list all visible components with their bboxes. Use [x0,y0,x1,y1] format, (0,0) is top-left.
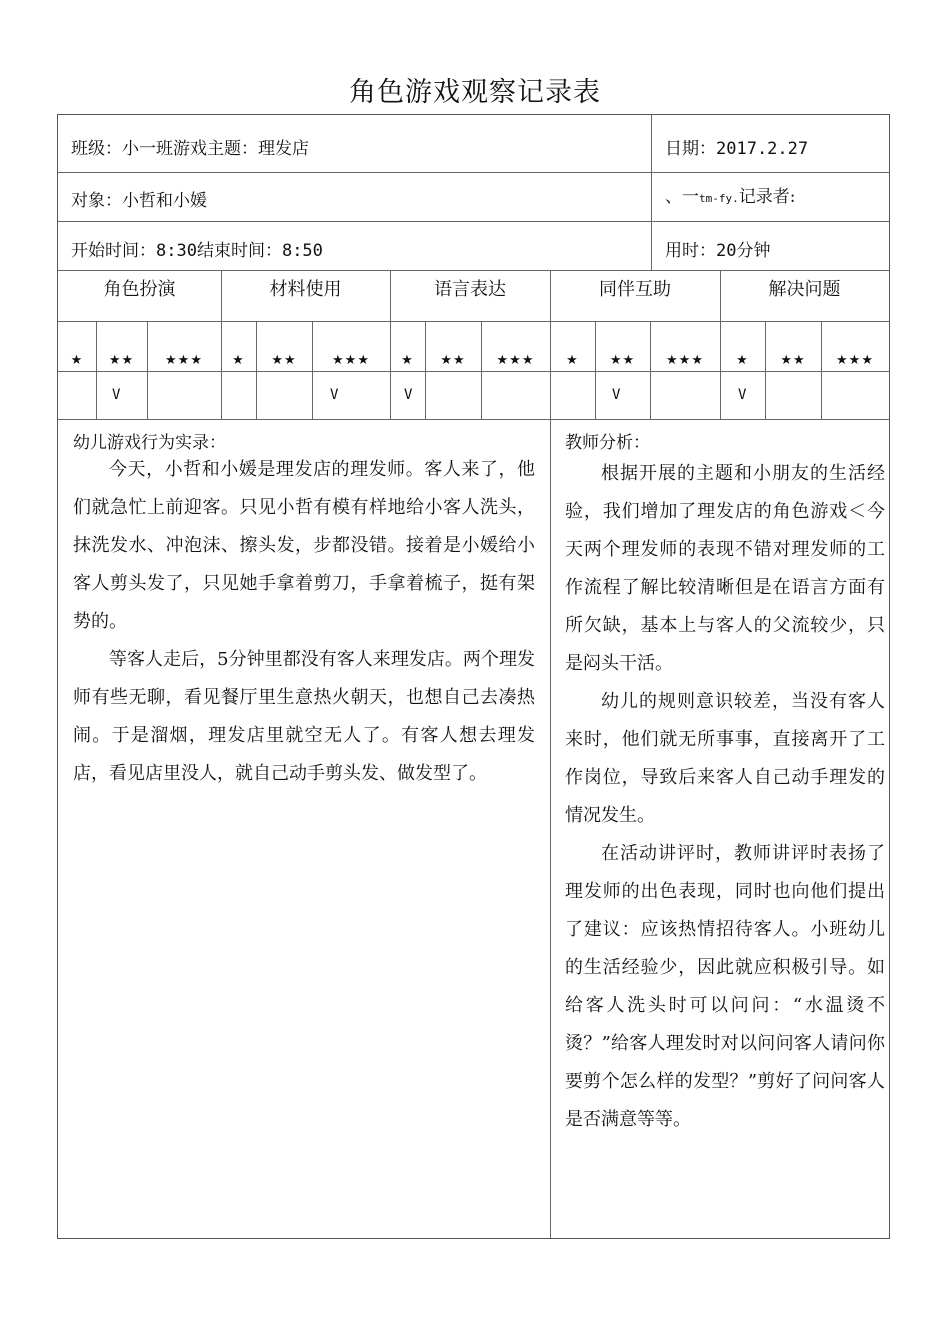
row-divider [58,172,889,173]
star-level-1: ★ [232,353,245,368]
star-level-3: ★★★ [496,353,535,368]
row-divider [58,221,889,222]
column-divider [550,419,551,1238]
column-divider [821,321,822,419]
star-level-3: ★★★ [836,353,874,368]
duration-field [665,236,770,261]
star-level-2: ★★ [271,353,297,368]
recorder-prefix: 、一 [665,187,699,207]
category-role-play: 角色扮演 [103,279,176,300]
observation-paragraph: 今天，小哲和小媛是理发店的理发师。客人来了，他们就急忙上前迎客。只见小哲有模有样地给小客人洗头，抹洗发水、冲泡沫、擦头发，步都没错。接着是小媛给小客人剪头发了，只见她手拿着剪刀，手拿着梳子，挺有架势的。 [73,459,535,632]
class-theme-field: 班级：小一班游戏主题：理发店 [71,139,309,159]
category-materials: 材料使用 [269,279,342,300]
column-divider [595,321,596,419]
recorder-label: 记录者: [738,187,796,207]
star-level-3: ★★★ [332,353,370,368]
column-divider [481,321,482,419]
analysis-label: 教师分析： [565,433,650,453]
start-time-label: 开始时间： [71,241,156,261]
column-divider [765,321,766,419]
star-level-3: ★★★ [666,353,704,368]
star-level-2: ★★ [440,353,466,368]
row-divider [58,270,889,271]
category-language: 语言表达 [434,279,506,300]
column-divider [96,321,97,419]
star-level-1: ★ [70,353,84,368]
date-label: 日期： [665,139,716,159]
rating-mark-role-play: V [112,387,121,403]
end-time-label: 结束时间： [196,241,282,261]
star-level-1: ★ [566,353,579,368]
row-divider [58,419,889,420]
duration-unit: 分钟 [736,241,771,261]
observation-paragraph: 等客人走后，5分钟里都没有客人来理发店。两个理发师有些无聊，看见餐厅里生意热火朝天，也想自己去凑热闹。于是溜烟，理发店里就空无人了。有客人想去理发店，看见店里没人，就自己动手剪头发、做发型了。 [73,649,535,784]
star-level-2: ★★ [609,353,636,368]
column-divider [650,321,651,419]
star-level-1: ★ [401,353,414,368]
analysis-paragraph: 根据开展的主题和小朋友的生活经验，我们增加了理发店的角色游戏＜今天两个理发师的表现不错对理发师的工作流程了解比较清晰但是在语言方面有所欠缺，基本上与客人的父流较少，只是闷头干活。 [565,463,885,674]
observation-label: 幼儿游戏行为实录： [73,433,226,453]
column-divider [425,321,426,419]
star-level-2: ★★ [108,353,135,368]
date-field [665,134,808,159]
star-level-3: ★★★ [165,353,203,368]
recorder-field [665,182,795,207]
category-peer-help: 同伴互助 [599,279,671,300]
start-time-value: 8:30 [156,241,197,261]
analysis-paragraph: 在活动讲评时，教师讲评时表扬了理发师的出色表现，同时也向他们提出了建议：应该热情招待客人。小班幼儿的生活经验少，因此就应积极引导。如给客人洗头时可以问问：“水温烫不烫？”给客人理发时对以问问客人请问你要剪个怎么样的发型？”剪好了问问客人是否满意等等。 [565,843,885,1130]
star-level-2: ★★ [780,353,806,368]
rating-mark-peer-help: V [612,387,621,403]
star-level-1: ★ [736,353,749,368]
rating-mark-language: V [404,387,413,403]
duration-value: 20 [716,241,737,261]
time-range-field [71,236,323,261]
column-divider [651,115,652,270]
analysis-paragraph: 幼儿的规则意识较差，当没有客人来时，他们就无所事事，直接离开了工作岗位，导致后来客人自己动手理发的情况发生。 [565,691,885,826]
category-problem-solving: 解决问题 [768,279,841,300]
column-divider [312,321,313,419]
rating-mark-materials: V [330,387,339,403]
column-divider [256,321,257,419]
recorder-noise: tm-fy. [699,192,739,205]
observation-record-table [57,114,890,1239]
column-divider [147,321,148,419]
subjects-field: 对象：小哲和小媛 [71,191,207,211]
duration-label: 用时： [665,241,716,261]
page-title: 角色游戏观察记录表 [349,77,601,108]
date-value: 2017.2.27 [716,139,809,159]
rating-mark-problem-solving: V [738,387,747,403]
end-time-value: 8:50 [281,241,323,261]
